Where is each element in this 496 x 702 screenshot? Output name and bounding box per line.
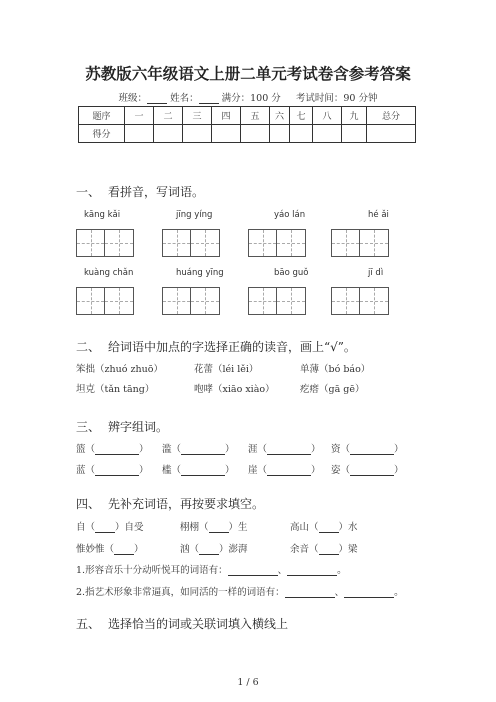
score-cell[interactable] (183, 125, 212, 143)
answer-blank[interactable] (319, 554, 339, 555)
pronunciation-item (194, 361, 258, 375)
idiom-item (76, 519, 144, 533)
pinyin-label: jī dì (368, 268, 384, 278)
char: 姿 (331, 465, 341, 476)
answer-blank[interactable] (285, 597, 335, 598)
word: 花蕾 (194, 364, 214, 375)
pronunciation-item (300, 361, 370, 375)
idiom-part: ）生 (228, 522, 248, 533)
answer-blank[interactable] (181, 454, 225, 455)
section-title: 先补充词语，再按要求填空。 (108, 497, 265, 511)
section-4-heading (76, 495, 264, 512)
writing-grid[interactable] (162, 229, 220, 257)
char: 涯 (248, 444, 258, 455)
score-cell[interactable] (313, 125, 342, 143)
answer-blank[interactable] (114, 554, 134, 555)
score-label: 满分：100 分 (221, 93, 281, 104)
answer-blank[interactable] (199, 554, 219, 555)
writing-grid[interactable] (248, 229, 306, 257)
idiom-part: 汹（ (180, 544, 200, 555)
answer-blank[interactable] (319, 532, 339, 533)
score-cell[interactable] (154, 125, 183, 143)
time-label: 考试时间：90 分钟 (295, 93, 378, 104)
answer-blank[interactable] (287, 575, 337, 576)
writing-grid[interactable] (162, 287, 220, 315)
separator: 、 (334, 587, 345, 598)
options[interactable]: （bó báo） (319, 364, 371, 375)
score-cell[interactable] (241, 125, 270, 143)
idiom-item (290, 519, 358, 533)
idiom-item (180, 541, 248, 555)
section-number: 四、 (76, 497, 101, 511)
char: 资 (331, 444, 341, 455)
document-title: 苏教版六年级语文上册二单元考试卷含参考答案 (85, 64, 411, 83)
idiom-part: ）澎湃 (219, 544, 248, 555)
pronunciation-item (76, 361, 163, 375)
question-text: 2.指艺术形象非常逼真，如同活的一样的词语有： (76, 587, 285, 598)
idiom-part: 余音（ (290, 544, 319, 555)
idiom-part: 惟妙惟（ (76, 544, 115, 555)
answer-blank[interactable] (344, 597, 394, 598)
score-header-cell: 三 (183, 107, 212, 125)
answer-blank[interactable] (209, 532, 229, 533)
question-2 (76, 584, 404, 598)
char-item: 姿（ ） (331, 465, 404, 476)
score-table-header-row (79, 107, 416, 125)
writing-grid[interactable] (76, 287, 134, 315)
section-title: 看拼音，写词语。 (108, 185, 205, 199)
char-item: 崖（ ） (248, 465, 321, 476)
char: 崖 (248, 465, 258, 476)
options[interactable]: （zhuó zhuō） (95, 364, 163, 375)
pinyin-label: hé ǎi (368, 210, 389, 220)
section-number: 二、 (76, 340, 101, 354)
char: 槛 (162, 465, 172, 476)
section-title: 辨字组词。 (108, 420, 169, 434)
word: 单薄 (300, 364, 320, 375)
pinyin-label: huáng yīng (176, 268, 224, 278)
char: 滥 (162, 444, 172, 455)
answer-blank[interactable] (267, 454, 311, 455)
score-cell[interactable] (270, 125, 290, 143)
writing-grid[interactable] (331, 229, 389, 257)
section-3-heading (76, 418, 168, 435)
section-title: 给词语中加点的字选择正确的读音，画上“√”。 (108, 340, 356, 354)
score-table-score-row (79, 125, 416, 143)
idiom-part: ） (134, 544, 144, 555)
name-label: 姓名： (170, 93, 199, 104)
pronunciation-item (194, 381, 275, 395)
char: 蓝 (76, 465, 86, 476)
class-blank (147, 103, 167, 104)
score-header-cell: 七 (290, 107, 313, 125)
answer-blank[interactable] (350, 475, 394, 476)
char-item: 涯（ ） (248, 444, 321, 455)
options[interactable]: （xiāo xiào） (213, 384, 275, 395)
score-table (78, 106, 416, 143)
score-row-label: 得分 (79, 125, 125, 143)
score-header-cell: 二 (154, 107, 183, 125)
char-item: 资（ ） (331, 444, 404, 455)
answer-blank[interactable] (350, 454, 394, 455)
pronunciation-item (300, 381, 364, 395)
score-cell[interactable] (212, 125, 241, 143)
score-header-cell: 一 (125, 107, 154, 125)
char: 篮 (76, 444, 86, 455)
score-cell[interactable] (290, 125, 313, 143)
idiom-part: ）自受 (115, 522, 144, 533)
score-header-cell: 六 (270, 107, 290, 125)
score-cell[interactable] (125, 125, 154, 143)
section-number: 五、 (76, 617, 101, 631)
writing-grid[interactable] (76, 229, 134, 257)
char-item: 滥（ ） (162, 444, 235, 455)
score-header-cell: 五 (241, 107, 270, 125)
pinyin-label: kuàng chǎn (84, 268, 134, 278)
word: 咆哮 (194, 384, 214, 395)
section-5-heading (76, 615, 288, 632)
char-item: 蓝（ ） (76, 465, 149, 476)
class-label: 班级： (118, 93, 148, 104)
section-1-heading (76, 183, 204, 200)
writing-grid[interactable] (331, 287, 389, 315)
char-item: 篮（ ） (76, 444, 149, 455)
pinyin-label: bāo guǒ (274, 268, 309, 278)
answer-blank[interactable] (267, 475, 311, 476)
period: 。 (394, 587, 404, 598)
idiom-part: ）水 (338, 522, 358, 533)
pinyin-label: jīng yíng (176, 210, 213, 220)
section-title: 选择恰当的词或关联词填入横线上 (108, 617, 289, 631)
score-cell[interactable] (367, 125, 416, 143)
question-text: 1.形容音乐十分动听悦耳的词语有： (76, 565, 228, 576)
options[interactable]: （gā gē） (319, 384, 365, 395)
pinyin-label: kāng kǎi (84, 210, 121, 220)
section-2-heading (76, 338, 356, 355)
exam-info-line (0, 90, 496, 104)
section-number: 三、 (76, 420, 101, 434)
score-cell[interactable] (342, 125, 367, 143)
score-header-cell: 八 (313, 107, 342, 125)
idiom-item (290, 541, 358, 555)
word: 笨拙 (76, 364, 96, 375)
idiom-item (76, 541, 144, 555)
word: 坦克 (76, 384, 96, 395)
name-blank (199, 103, 219, 104)
word: 疙瘩 (300, 384, 320, 395)
score-header-cell: 九 (342, 107, 367, 125)
answer-blank[interactable] (95, 475, 139, 476)
idiom-part: 栩栩（ (180, 522, 209, 533)
page-number: 1 / 6 (237, 677, 259, 688)
idiom-part: 高山（ (290, 522, 319, 533)
question-1 (76, 562, 347, 576)
pronunciation-item (76, 381, 154, 395)
char-item: 槛（ ） (162, 465, 235, 476)
writing-grid[interactable] (248, 287, 306, 315)
idiom-part: 自（ (76, 522, 96, 533)
score-header-cell: 题序 (79, 107, 125, 125)
idiom-part: ）梁 (338, 544, 358, 555)
options[interactable]: （léi lěi） (213, 364, 259, 375)
answer-blank[interactable] (228, 575, 278, 576)
score-header-cell: 四 (212, 107, 241, 125)
answer-blank[interactable] (181, 475, 225, 476)
idiom-item (180, 519, 248, 533)
answer-blank[interactable] (95, 532, 115, 533)
answer-blank[interactable] (95, 454, 139, 455)
separator: 、 (277, 565, 288, 576)
options[interactable]: （tǎn tāng） (95, 384, 155, 395)
pinyin-label: yáo lán (274, 210, 306, 220)
score-header-cell: 总分 (367, 107, 416, 125)
period: 。 (337, 565, 347, 576)
section-number: 一、 (76, 185, 101, 199)
